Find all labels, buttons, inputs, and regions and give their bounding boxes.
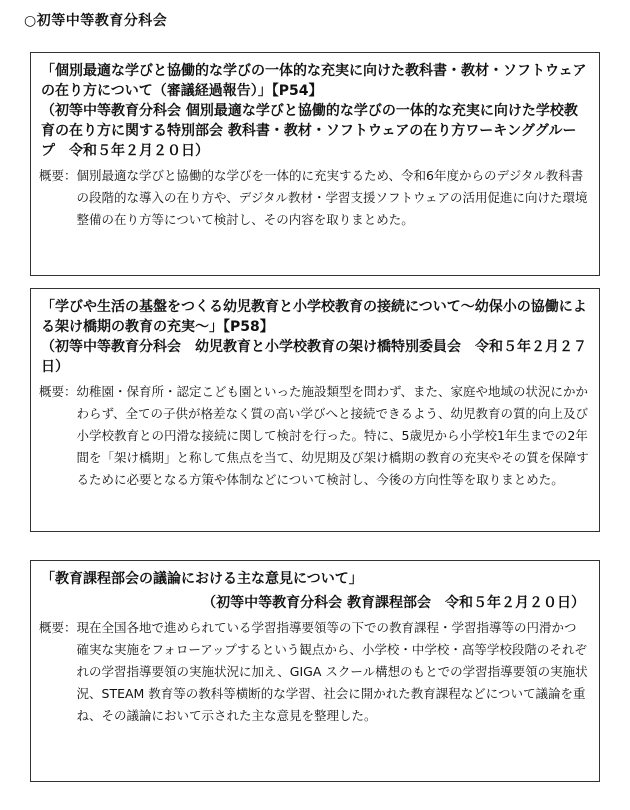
- report-source: （初等中等教育分科会 幼児教育と小学校教育の架け橋特別委員会 令和５年２月２７日）: [41, 339, 587, 375]
- summary-label: 概要：: [39, 620, 77, 635]
- report-title: 「学びや生活の基盤をつくる幼児教育と小学校教育の接続について～幼保小の協働による架け橋期の教育の充実～」【P58】: [41, 299, 587, 335]
- report-box: [30, 288, 600, 532]
- summary-label: 概要：: [39, 384, 77, 399]
- report-summary: [39, 617, 589, 727]
- report-source: （初等中等教育分科会 教育課程部会 令和５年２月２０日）: [202, 595, 585, 611]
- section-heading: ○初等中等教育分科会: [24, 13, 168, 29]
- report-box: [30, 52, 600, 276]
- summary-text: 幼稚園・保育所・認定こども園といった施設類型を問わず、また、家庭や地域の状況にかかわらず、全ての子供が格差なく質の高い学びへと接続できるよう、幼児教育の質的向上及び小学校教育との円滑な接続に関して検討を行った。特に、5歳児から小学校1年生までの2年間を「架け橋期」と称して焦点を当て、幼児期及び架け橋期の教育の充実やその質を保障するために必要となる方策や体制などについて検討し、今後の方向性等を取りまとめた。: [76, 384, 589, 487]
- report-title: 「個別最適な学びと協働的な学びの一体的な充実に向けた教科書・教材・ソフトウェアの在り方について（審議経過報告）」【P54】: [41, 63, 587, 99]
- report-summary: [39, 165, 589, 231]
- summary-text: 個別最適な学びと協働的な学びを一体的に充実するため、令和6年度からのデジタル教科書の段階的な導入の在り方や、デジタル教材・学習支援ソフトウェアの活用促進に向けた環境整備の在り方等について検討し、その内容を取りまとめた。: [76, 168, 588, 227]
- report-summary: [39, 381, 589, 491]
- report-box: [30, 560, 600, 782]
- summary-text: 現在全国各地で進められている学習指導要領等の下での教育課程・学習指導等の円滑かつ確実な実施をフォローアップするという観点から、小学校・中学校・高等学校段階のそれぞれの学習指導要領の実施状況に加え、GIGA スクール構想のもとでの学習指導要領の実施状況、STEAM 教育等の教科等横断的な学習、社会に開かれた教育課程などについて議論を重ね、その議論において示された主な意見を整理した。: [76, 620, 588, 723]
- report-source: （初等中等教育分科会 個別最適な学びと協働的な学びの一体的な充実に向けた学校教育の在り方に関する特別部会 教科書・教材・ソフトウェアの在り方ワーキンググループ 令和５年２月２０日）: [41, 103, 578, 159]
- summary-label: 概要：: [39, 168, 77, 183]
- report-title: 「教育課程部会の議論における主な意見について」: [41, 571, 363, 587]
